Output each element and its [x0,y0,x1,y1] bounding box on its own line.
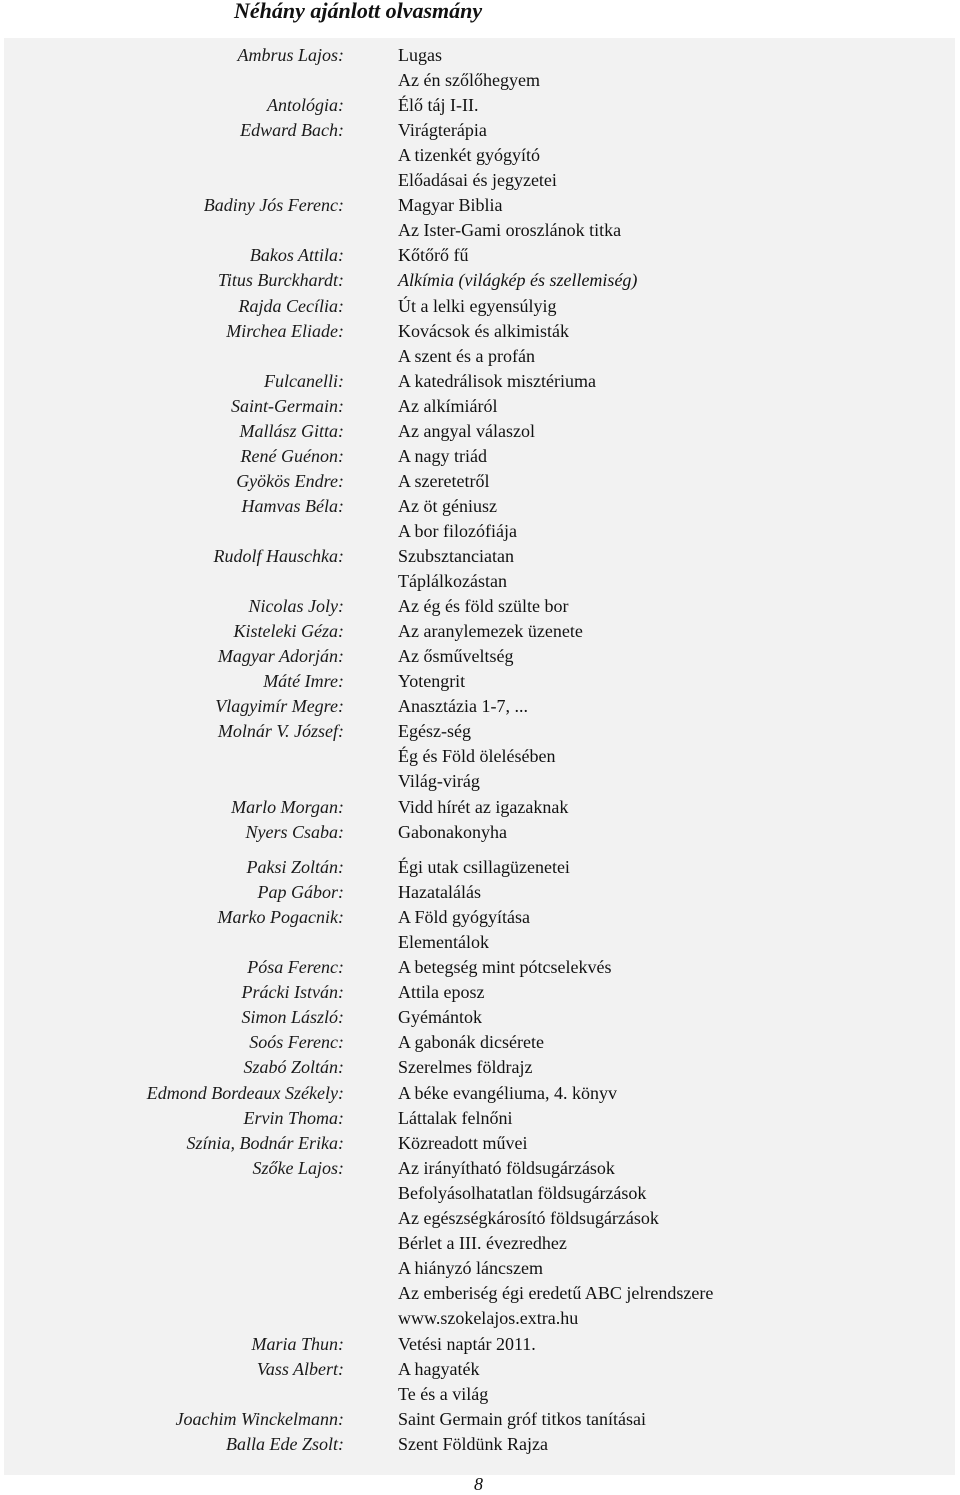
author-name: Hamvas Béla: [241,495,344,516]
author-name: Badiny Jós Ferenc: [203,195,344,216]
work-title: Bérlet a III. évezredhez [398,1233,567,1254]
work-title: Az egészségkárosító földsugárzások [398,1208,659,1228]
author-name: Fulcanelli: [264,370,344,391]
author-name: Szőke Lajos: [252,1157,344,1178]
work-title: Égi utak csillagüzenetei [398,856,570,877]
work-title: A szent és a profán [398,345,535,366]
author-name: Joachim Winckelmann: [175,1408,344,1429]
list-item [0,243,960,268]
work-title: A hiányzó láncszem [398,1258,543,1279]
work-title: Az Ister-Gami oroszlánok titka [398,220,622,241]
work-title: Te és a világ [398,1383,489,1404]
author-name: Antológia: [267,95,344,116]
list-item [0,1156,960,1181]
list-item [0,594,960,619]
list-item [0,955,960,980]
work-title: Kőtőrő fű [398,245,469,266]
list-item [0,143,960,168]
work-title: A szeretetről [398,470,490,491]
list-item [0,419,960,444]
work-title: A Föld gyógyítása [398,906,531,927]
list-item [0,1131,960,1156]
work-title: Az alkímiáról [398,395,498,416]
list-item [0,1382,960,1407]
author-name: Mallász Gitta: [239,420,344,441]
list-item [0,218,960,243]
list-item [0,1407,960,1432]
work-title: A tizenkét gyógyító [398,145,540,166]
work-title: Táplálkozástan [398,571,507,592]
work-title: Előadásai és jegyzetei [398,170,557,191]
list-item [0,519,960,544]
list-item [0,820,960,845]
list-item [0,744,960,769]
author-name: Nicolas Joly: [248,596,344,617]
work-title: Yotengrit [398,671,466,692]
list-item [0,1306,960,1331]
work-title: Az öt géniusz [398,495,497,516]
author-name: Soós Ferenc: [249,1032,344,1053]
work-title: Az ősműveltség [398,646,514,667]
list-item [0,444,960,469]
work-title: Út a lelki egyensúlyig [398,295,557,316]
list-item [0,719,960,744]
list-item [0,544,960,569]
work-title: A betegség mint pótcselekvés [398,957,612,977]
work-title: Attila eposz [398,982,485,1003]
author-name: Marko Pogacnik: [217,906,344,927]
author-name: Vass Albert: [256,1358,344,1379]
work-title: Anasztázia 1-7, ... [398,696,528,717]
work-title: A bor filozófiája [398,520,517,541]
list-item [0,1005,960,1030]
list-item [0,1256,960,1281]
work-title: Egész-ség [398,721,471,742]
author-name: Nyers Csaba: [245,821,344,842]
list-item [0,494,960,519]
list-item [0,619,960,644]
work-title: Az emberiség égi eredetű ABC jelrendszere [398,1283,714,1304]
work-title: Gabonakonyha [398,821,507,842]
list-item [0,905,960,930]
list-item [0,1055,960,1080]
work-title: Szent Földünk Rajza [398,1433,548,1454]
author-name: Mirchea Eliade: [226,320,344,341]
list-item [0,1231,960,1256]
list-item [0,1432,960,1457]
list-item [0,669,960,694]
work-title: Élő táj I-II. [398,95,479,116]
list-item [0,394,960,419]
list-item [0,795,960,820]
author-name: Simon László: [241,1007,344,1028]
author-name: Bakos Attila: [249,245,344,266]
list-item [0,344,960,369]
work-title: Láttalak felnőni [398,1107,513,1128]
work-title: Alkímia (világkép és szellemiség) [398,270,638,291]
list-item [0,93,960,118]
list-item [0,694,960,719]
author-name: Marlo Morgan: [231,796,344,817]
list-item [0,855,960,880]
work-title: www.szokelajos.extra.hu [398,1308,579,1329]
work-title: Szerelmes földrajz [398,1057,533,1078]
work-title: A katedrálisok misztériuma [398,370,596,391]
work-title: Az én szőlőhegyem [398,70,540,91]
list-item [0,569,960,594]
author-name: Pap Gábor: [257,881,344,902]
author-name: Ambrus Lajos: [237,45,344,65]
work-title: Az irányítható földsugárzások [398,1157,615,1178]
work-title: Magyar Biblia [398,195,503,216]
list-item [0,1206,960,1231]
author-name: Titus Burckhardt: [217,270,344,291]
author-name: Magyar Adorján: [217,646,344,667]
work-title: Lugas [398,45,442,65]
page-number: 8 [474,1474,483,1494]
list-item [0,1281,960,1306]
work-title: Gyémántok [398,1007,482,1028]
list-item [0,1332,960,1357]
author-name: Saint-Germain: [231,395,344,416]
work-title: A béke evangéliuma, 4. könyv [398,1082,617,1103]
author-name: Balla Ede Zsolt: [226,1433,344,1454]
list-item [0,1357,960,1382]
list-item [0,1106,960,1131]
list-item [0,930,960,955]
work-title: Vetési naptár 2011. [398,1333,536,1354]
work-title: A gabonák dicsérete [398,1032,544,1053]
author-name: Rajda Cecília: [238,295,344,316]
work-title: Szubsztanciatan [398,546,514,566]
author-name: Maria Thun: [251,1333,344,1354]
list-item [0,268,960,293]
list-item [0,980,960,1005]
list-item [0,43,960,68]
work-title: Az ég és föld szülte bor [398,596,569,617]
author-name: Ervin Thoma: [243,1107,344,1128]
author-name: Szabó Zoltán: [243,1057,344,1078]
work-title: Közreadott művei [398,1132,528,1153]
work-title: Az aranylemezek üzenete [398,621,583,642]
work-title: Befolyásolhatatlan földsugárzások [398,1182,647,1203]
author-name: Edmond Bordeaux Székely: [146,1082,344,1103]
list-item [0,644,960,669]
author-name: Pósa Ferenc: [247,957,344,977]
list-item [0,294,960,319]
list-item [0,1081,960,1106]
work-title: Világ-virág [398,771,480,792]
work-title: A hagyaték [398,1358,480,1379]
author-name: René Guénon: [240,445,344,466]
list-item [0,118,960,143]
list-item [0,1181,960,1206]
work-title: Vidd hírét az igazaknak [398,796,569,817]
list-item [0,319,960,344]
list-item [0,68,960,93]
work-title: Saint Germain gróf titkos tanításai [398,1408,646,1429]
author-name: Máté Imre: [263,671,344,692]
author-name: Kisteleki Géza: [233,621,344,642]
author-name: Paksi Zoltán: [246,856,344,877]
work-title: Elementálok [398,931,489,952]
work-title: Ég és Föld ölelésében [398,746,556,767]
work-title: Az angyal válaszol [398,420,535,441]
list-item [0,1030,960,1055]
list-item [0,193,960,218]
author-name: Színia, Bodnár Erika: [186,1132,344,1153]
author-name: Rudolf Hauschka: [213,546,344,566]
list-item [0,469,960,494]
page-title: Néhány ajánlott olvasmány [234,0,483,23]
work-title: Kovácsok és alkimisták [398,320,569,341]
list-item [0,168,960,193]
author-name: Molnár V. József: [217,721,344,742]
author-name: Prácki István: [241,982,344,1003]
work-title: Virágterápia [398,120,487,141]
list-item [0,369,960,394]
author-name: Vlagyimír Megre: [215,696,344,717]
work-title: Hazatalálás [398,881,481,902]
list-item [0,769,960,794]
list-item [0,880,960,905]
author-name: Gyökös Endre: [236,470,344,491]
author-name: Edward Bach: [240,120,344,141]
work-title: A nagy triád [398,445,487,466]
